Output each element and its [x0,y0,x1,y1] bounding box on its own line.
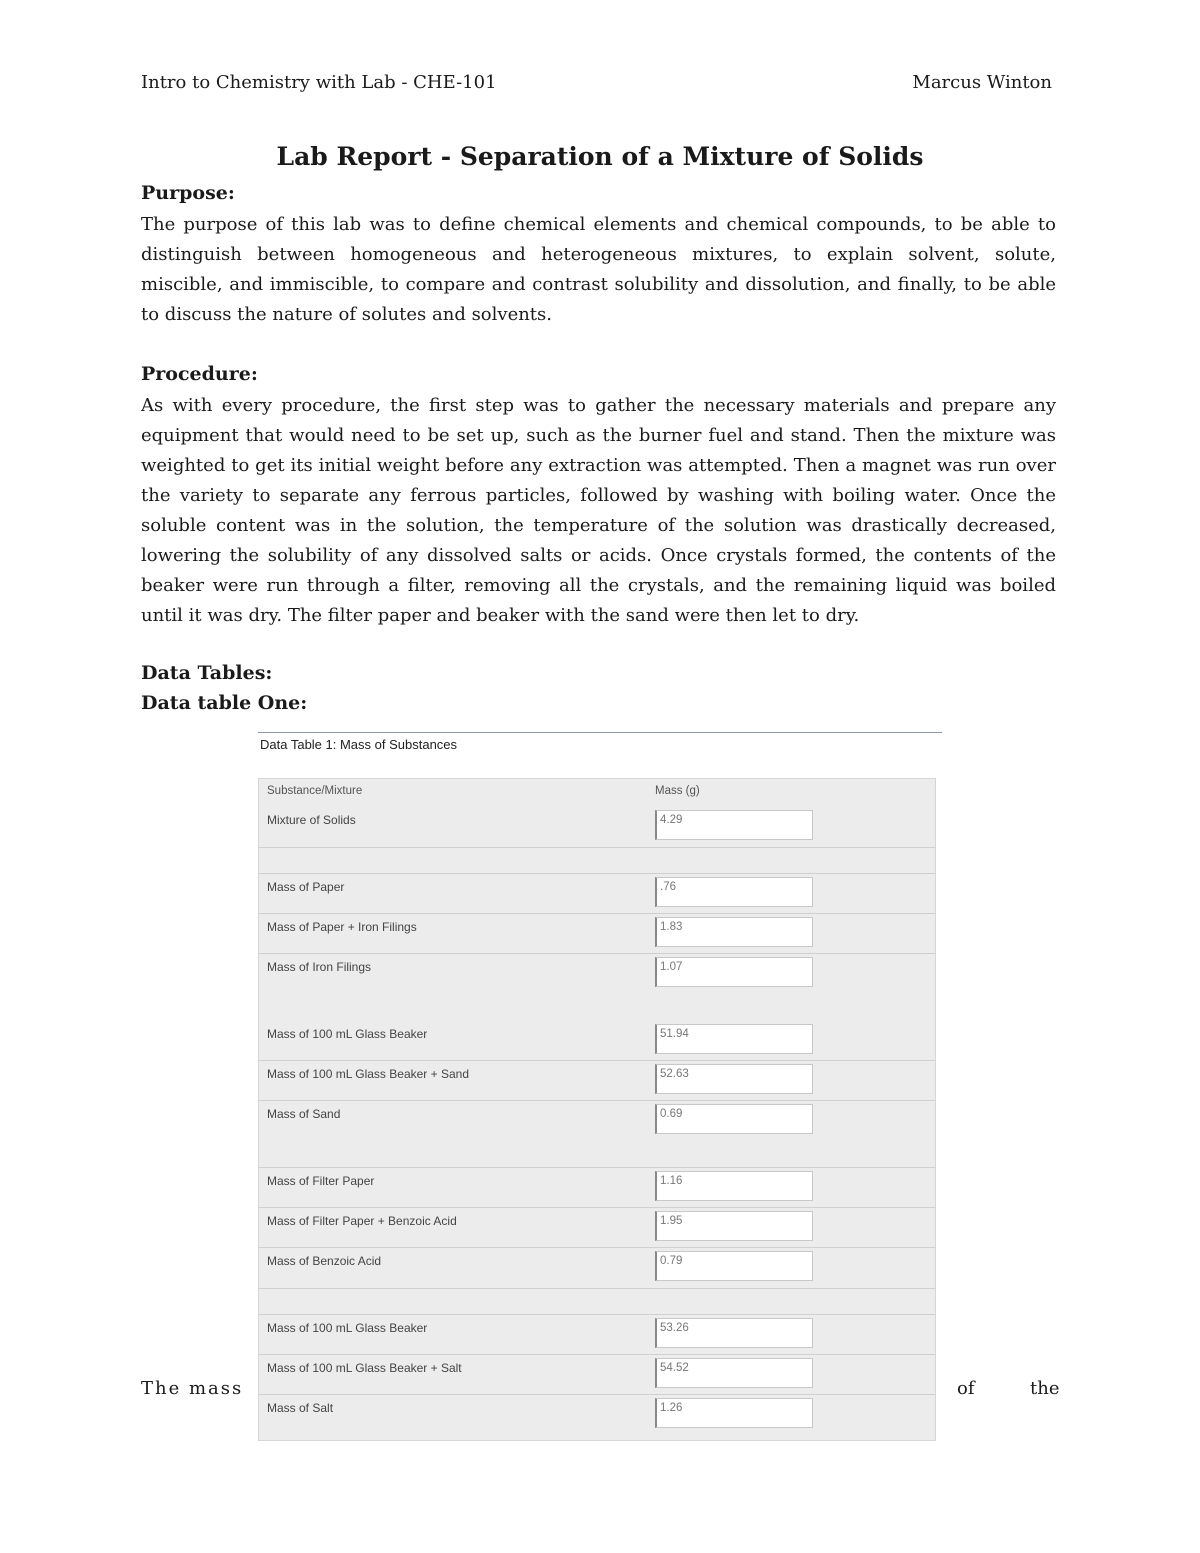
mass-input[interactable]: 0.69 [655,1104,813,1134]
continuation-text-left: The mass [141,1378,244,1399]
author-header: Marcus Winton [912,72,1052,93]
column-header-mass: Mass (g) [655,785,700,797]
continuation-text-right: the [1030,1378,1060,1399]
row-label: Mass of Salt [267,1401,334,1415]
row-divider [259,1288,935,1289]
row-label: Mass of Filter Paper + Benzoic Acid [267,1214,457,1228]
row-divider [259,1247,935,1248]
row-divider [259,873,935,874]
row-label: Mixture of Solids [267,813,356,827]
data-tables-heading: Data Tables: [141,662,273,684]
procedure-text: As with every procedure, the first step was to gather the necessary materials and prepare any equipment that would need to be set up, such as the burner fuel and stand. Then the mixture was weighted to get its initial weight before any extraction was attempted. Then a magnet was run over the variety to separate any ferrous particles, followed by washing with boiling water. Once the soluble content was in the solution, the temperature of the solution was drastically decreased, lowering the solubility of any dissolved salts or acids. Once crystals formed, the contents of the beaker were run through a filter, removing all the crystals, and the remaining liquid was boiled until it was dry. The filter paper and beaker with the sand were then let to dry. [141,395,1056,626]
row-divider [259,1207,935,1208]
page-title: Lab Report - Separation of a Mixture of Solids [276,142,924,171]
mass-input[interactable]: 1.16 [655,1171,813,1201]
row-label: Mass of Filter Paper [267,1174,375,1188]
row-divider [259,847,935,848]
purpose-heading: Purpose: [141,182,235,204]
data-table-one-heading: Data table One: [141,692,308,714]
row-label: Mass of Sand [267,1107,341,1121]
mass-input[interactable]: 1.83 [655,917,813,947]
row-label: Mass of Benzoic Acid [267,1254,382,1268]
mass-input[interactable]: 51.94 [655,1024,813,1054]
row-divider [259,1060,935,1061]
mass-input[interactable]: 0.79 [655,1251,813,1281]
procedure-heading: Procedure: [141,363,258,385]
table-top-rule [258,732,942,733]
mass-input[interactable]: 52.63 [655,1064,813,1094]
row-label: Mass of 100 mL Glass Beaker [267,1321,428,1335]
row-divider [259,953,935,954]
mass-input[interactable]: 54.52 [655,1358,813,1388]
column-header-substance: Substance/Mixture [267,785,363,797]
mass-input[interactable]: 1.07 [655,957,813,987]
row-label: Mass of 100 mL Glass Beaker + Sand [267,1067,469,1081]
mass-input[interactable]: 1.95 [655,1211,813,1241]
row-label: Mass of Paper + Iron Filings [267,920,417,934]
mass-input[interactable]: .76 [655,877,813,907]
row-divider [259,1100,935,1101]
data-table-screenshot [258,732,942,1442]
row-label: Mass of 100 mL Glass Beaker + Salt [267,1361,462,1375]
continuation-text-mid: of [957,1378,975,1399]
purpose-text: The purpose of this lab was to define chemical elements and chemical compounds, to be able to distinguish between homogeneous and heterogeneous mixtures, to explain solvent, solute, miscible, and immiscible, to compare and contrast solubility and dissolution, and finally, to be able to discuss the nature of solutes and solvents. [141,214,1056,325]
course-header: Intro to Chemistry with Lab - CHE-101 [141,72,497,93]
row-label: Mass of Paper [267,880,345,894]
row-divider [259,1354,935,1355]
row-divider [259,1314,935,1315]
row-label: Mass of 100 mL Glass Beaker [267,1027,428,1041]
mass-table [258,778,936,1441]
mass-input[interactable]: 4.29 [655,810,813,840]
row-divider [259,1167,935,1168]
mass-input[interactable]: 1.26 [655,1398,813,1428]
mass-input[interactable]: 53.26 [655,1318,813,1348]
row-divider [259,913,935,914]
row-label: Mass of Iron Filings [267,960,372,974]
row-divider [259,1394,935,1395]
table-title: Data Table 1: Mass of Substances [260,737,458,752]
